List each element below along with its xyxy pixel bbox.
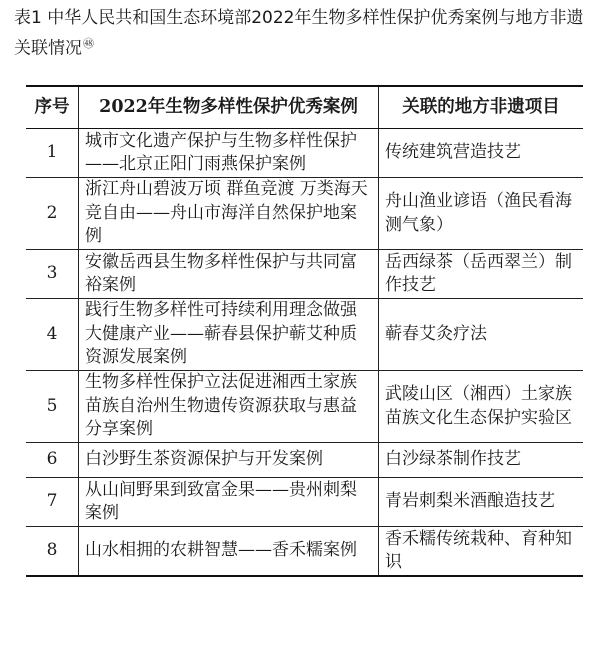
table-caption <box>14 6 589 62</box>
row-heritage: 传统建筑营造技艺 <box>379 129 584 178</box>
row-number: 7 <box>26 478 79 527</box>
table-row <box>26 129 583 178</box>
header-case: 2022年生物多样性保护优秀案例 <box>79 86 379 129</box>
row-case: 白沙野生茶资源保护与开发案例 <box>79 443 379 478</box>
table-row <box>26 371 583 443</box>
table-header-row <box>26 86 583 129</box>
row-heritage: 武陵山区（湘西）土家族苗族文化生态保护实验区 <box>379 371 584 443</box>
header-number: 序号 <box>26 86 79 129</box>
row-number: 6 <box>26 443 79 478</box>
cases-table <box>26 85 583 577</box>
row-case: 浙江舟山碧波万顷 群鱼竞渡 万类海天竞自由——舟山市海洋自然保护地案例 <box>79 178 379 250</box>
row-case: 安徽岳西县生物多样性保护与共同富裕案例 <box>79 250 379 299</box>
row-heritage: 青岩刺梨米酒酿造技艺 <box>379 478 584 527</box>
row-number: 2 <box>26 178 79 250</box>
row-number: 4 <box>26 299 79 371</box>
row-heritage: 蕲春艾灸疗法 <box>379 299 584 371</box>
row-case: 生物多样性保护立法促进湘西土家族苗族自治州生物遗传资源获取与惠益分享案例 <box>79 371 379 443</box>
row-heritage: 舟山渔业谚语（渔民看海测气象） <box>379 178 584 250</box>
caption-prefix: 表1 <box>14 8 42 28</box>
row-number: 5 <box>26 371 79 443</box>
row-heritage: 白沙绿茶制作技艺 <box>379 443 584 478</box>
row-heritage: 香禾糯传统栽种、育种知识 <box>379 527 584 577</box>
table-row <box>26 299 583 371</box>
table-row <box>26 250 583 299</box>
table-row <box>26 443 583 478</box>
footnote-mark: ㊽ <box>83 37 94 50</box>
row-number: 8 <box>26 527 79 577</box>
row-heritage: 岳西绿茶（岳西翠兰）制作技艺 <box>379 250 584 299</box>
row-case: 践行生物多样性可持续利用理念做强大健康产业——蕲春县保护蕲艾种质资源发展案例 <box>79 299 379 371</box>
row-case: 从山间野果到致富金果——贵州刺梨案例 <box>79 478 379 527</box>
table-row <box>26 178 583 250</box>
row-case: 城市文化遗产保护与生物多样性保护——北京正阳门雨燕保护案例 <box>79 129 379 178</box>
header-heritage: 关联的地方非遗项目 <box>379 86 584 129</box>
row-case: 山水相拥的农耕智慧——香禾糯案例 <box>79 527 379 577</box>
row-number: 3 <box>26 250 79 299</box>
table-row <box>26 527 583 577</box>
caption-text: 中华人民共和国生态环境部2022年生物多样性保护优秀案例与地方非遗关联情况 <box>14 8 584 59</box>
row-number: 1 <box>26 129 79 178</box>
table-row <box>26 478 583 527</box>
